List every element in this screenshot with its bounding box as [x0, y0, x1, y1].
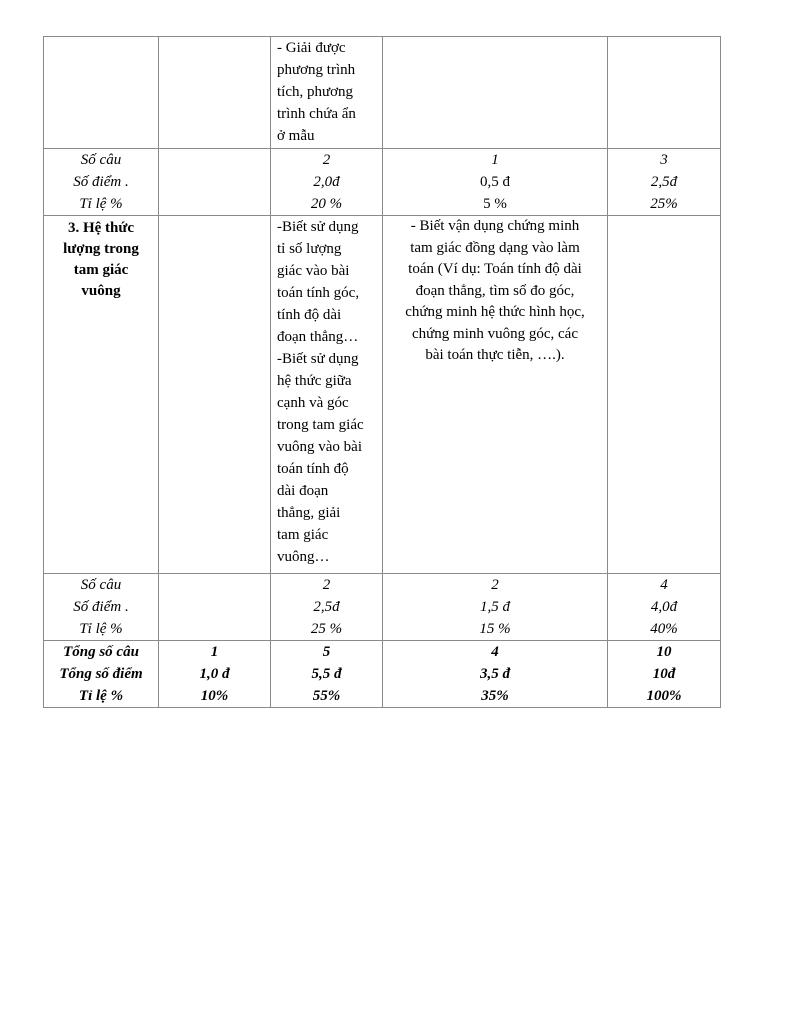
total-value: 5 [322, 644, 331, 660]
cell-line: tam giác [277, 527, 329, 543]
label-percent: Tỉ lệ % [79, 196, 123, 212]
total-cell [608, 37, 721, 149]
cell-line: tính độ dài [277, 307, 342, 323]
cell-line: -Biết sử dụng [277, 219, 359, 235]
stat-value: 40% [650, 621, 678, 637]
table-row [44, 574, 721, 641]
total-stat-cell [608, 574, 721, 641]
application-stat-cell [383, 574, 608, 641]
cell-line: trình chứa ẩn [277, 106, 356, 122]
total-stat-cell [608, 149, 721, 216]
total-value: 100% [646, 688, 682, 704]
stat-value: 2,5đ [313, 599, 340, 615]
label-total-percent: Tỉ lệ % [78, 688, 124, 704]
application-stat-cell [383, 149, 608, 216]
stat-value: 2,5đ [650, 174, 678, 190]
total-value: 10đ [652, 666, 676, 682]
cell-line: chứng minh hệ thức hình học, [405, 304, 585, 320]
stat-value: 0,5 đ [480, 174, 510, 190]
cell-line: hệ thức giữa [277, 373, 352, 389]
stat-value: 2 [491, 577, 499, 593]
stat-value: 25% [650, 196, 678, 212]
total-value: 10% [200, 688, 229, 704]
cell-line: thẳng, giải [277, 505, 341, 521]
cell-line: dài đoạn [277, 483, 329, 499]
label-points: Số điểm . [73, 599, 129, 615]
topic-title-line: lượng trong [63, 241, 139, 257]
label-total-questions: Tổng số câu [63, 644, 139, 660]
total-value: 10 [656, 644, 672, 660]
cell-line: - Giải được [277, 40, 346, 56]
total-value: 1,0 đ [199, 666, 230, 682]
cell-line: toán tính góc, [277, 285, 360, 301]
cell-line: cạnh và góc [277, 395, 349, 411]
recognition-total-cell [159, 641, 271, 708]
stat-labels-cell [44, 149, 159, 216]
cell-line: tích, phương [277, 84, 354, 100]
cell-line: chứng minh vuông góc, các [411, 325, 578, 342]
total-value: 3,5 đ [480, 666, 510, 682]
cell-line: tam giác đồng dạng vào làm [410, 239, 580, 256]
cell-line: vuông vào bài [277, 439, 362, 455]
stat-value: 20 % [310, 196, 343, 212]
topic-cell [44, 37, 159, 149]
understanding-total-cell [271, 641, 383, 708]
table-row [44, 216, 721, 574]
cell-line: vuông… [277, 549, 330, 565]
stat-value: 1,5 đ [480, 599, 510, 615]
stat-value: 2 [322, 152, 331, 168]
cell-line: bài toán thực tiễn, ….). [425, 347, 565, 363]
total-value: 5,5 đ [311, 666, 342, 682]
table-row [44, 641, 721, 708]
grand-total-cell [608, 641, 721, 708]
understanding-stat-cell [271, 574, 383, 641]
cell-line: đoạn thẳng… [277, 329, 359, 345]
stat-value: 15 % [479, 621, 511, 637]
total-value: 1 [210, 644, 219, 660]
table-row [44, 149, 721, 216]
label-question-count: Số câu [80, 152, 122, 168]
cell-line: ở mẫu [277, 128, 315, 144]
understanding-cell [271, 216, 383, 574]
total-value: 55% [312, 688, 341, 704]
topic-title-line: tam giác [73, 262, 129, 278]
cell-line: trong tam giác [277, 417, 364, 433]
exam-matrix-table [43, 36, 721, 708]
stat-value: 4,0đ [650, 599, 678, 615]
application-cell [383, 216, 608, 574]
understanding-stat-cell [271, 149, 383, 216]
total-labels-cell [44, 641, 159, 708]
stat-labels-cell [44, 574, 159, 641]
cell-line: -Biết sử dụng [277, 351, 359, 367]
recognition-cell [159, 37, 271, 149]
total-value: 4 [491, 644, 499, 660]
stat-value: 2,0đ [313, 174, 340, 190]
topic-title-cell [44, 216, 159, 574]
stat-value: 1 [491, 152, 499, 168]
cell-line: toán tính độ [277, 461, 349, 477]
table-row [44, 37, 721, 149]
topic-title-line: vuông [81, 283, 121, 299]
cell-line: - Biết vận dụng chứng minh [410, 218, 580, 234]
label-question-count: Số câu [80, 577, 122, 593]
recognition-stat-cell [159, 574, 271, 641]
total-cell [608, 216, 721, 574]
label-percent: Tỉ lệ % [79, 621, 123, 637]
total-value: 35% [481, 688, 509, 704]
understanding-cell [271, 37, 383, 149]
cell-line: giác vào bài [277, 263, 350, 279]
cell-line: tỉ số lượng [277, 241, 342, 257]
stat-value: 25 % [310, 621, 343, 637]
stat-value: 3 [660, 152, 668, 168]
cell-line: toán (Ví dụ: Toán tính độ dài [408, 261, 582, 277]
recognition-stat-cell [159, 149, 271, 216]
topic-title-line: 3. Hệ thức [67, 220, 135, 236]
application-cell [383, 37, 608, 149]
stat-value: 5 % [483, 196, 507, 212]
label-points: Số điểm . [73, 174, 129, 190]
label-total-points: Tổng số điểm [59, 666, 143, 682]
cell-line: phương trình [277, 62, 356, 78]
cell-line: đoạn thẳng, tìm số đo góc, [415, 282, 575, 299]
stat-value: 4 [660, 577, 668, 593]
stat-value: 2 [322, 577, 331, 593]
recognition-cell [159, 216, 271, 574]
application-total-cell [383, 641, 608, 708]
